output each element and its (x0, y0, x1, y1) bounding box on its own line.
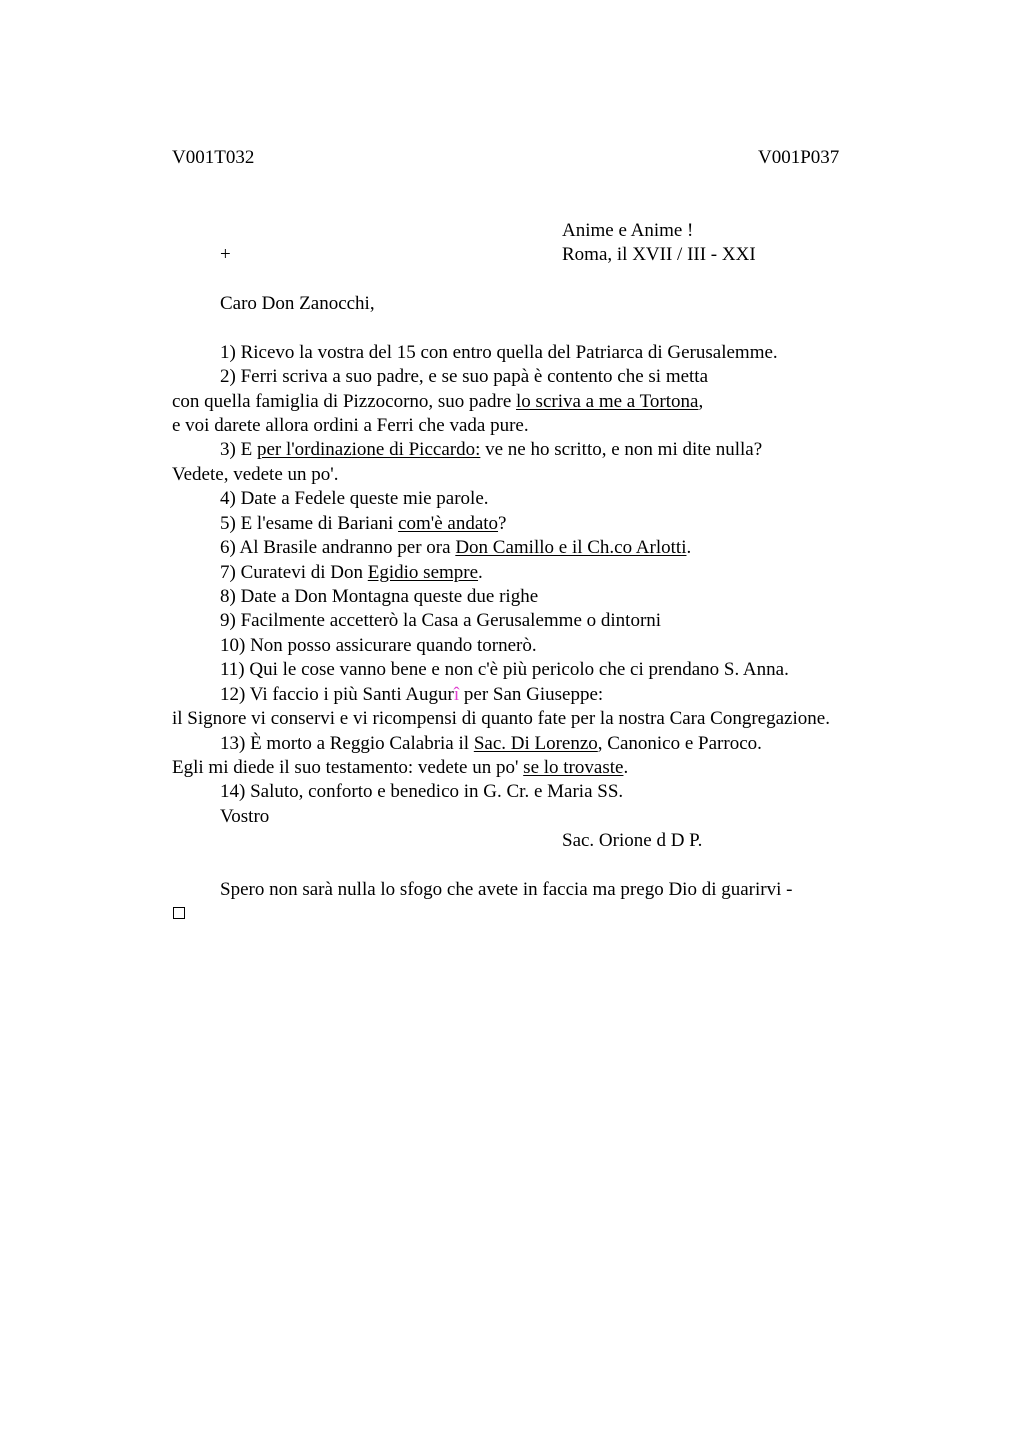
letter-item-2: 2) Ferri scriva a suo padre, e se suo papà è contento che si metta (220, 366, 709, 387)
motto: Anime e Anime ! (562, 220, 694, 241)
letter-item-11: 11) Qui le cose vanno bene e non c'è più pericolo che ci prendano S. Anna. (220, 659, 789, 680)
letter-item-9: 9) Facilmente accetterò la Casa a Gerusalemme o dintorni (220, 610, 662, 631)
letter-item-4: 4) Date a Fedele queste mie parole. (220, 488, 489, 509)
letter-item-7: 7) Curatevi di Don Egidio sempre. (220, 562, 483, 583)
letter-item-13: 13) È morto a Reggio Calabria il Sac. Di Lorenzo, Canonico e Parroco. (220, 733, 762, 754)
letter-item-8: 8) Date a Don Montagna queste due righe (220, 586, 539, 607)
underlined-text: Egidio sempre (367, 562, 479, 583)
letter-item-3: 3) E per l'ordinazione di Piccardo: ve ne ho scritto, e non mi dite nulla? (220, 439, 763, 460)
underlined-text: Don Camillo e il Ch.co Arlotti (455, 537, 687, 558)
letter-item-3-cont: Vedete, vedete un po'. (172, 464, 339, 485)
underlined-text: com'è andato (398, 513, 499, 534)
accented-letter: î (453, 684, 460, 705)
letter-item-12: 12) Vi faccio i più Santi Augurî per San Giuseppe: (220, 684, 604, 705)
letter-item-6: 6) Al Brasile andranno per ora Don Camillo e il Ch.co Arlotti. (220, 537, 692, 558)
place-date: Roma, il XVII / III - XXI (562, 244, 756, 265)
underlined-text: per l'ordinazione di Piccardo: (256, 439, 481, 460)
letter-item-1: 1) Ricevo la vostra del 15 con entro quella del Patriarca di Gerusalemme. (220, 342, 778, 363)
letter-item-5: 5) E l'esame di Bariani com'è andato? (220, 513, 507, 534)
underlined-text: se lo trovaste (523, 757, 624, 778)
header-left-code: V001T032 (172, 147, 255, 168)
underlined-text: Sac. Di Lorenzo (473, 733, 598, 754)
letter-item-2-cont: con quella famiglia di Pizzocorno, suo padre lo scriva a me a Tortona, (172, 391, 704, 412)
salutation: Caro Don Zanocchi, (220, 293, 375, 314)
postscript: Spero non sarà nulla lo sfogo che avete in faccia ma prego Dio di guarirvi - (220, 879, 793, 900)
letter-item-10: 10) Non posso assicurare quando tornerò. (220, 635, 537, 656)
underlined-text: lo scriva a me a Tortona (516, 391, 699, 412)
letter-item-12-cont: il Signore vi conservi e vi ricompensi di quanto fate per la nostra Cara Congregazione. (172, 708, 830, 729)
cross: + (220, 244, 231, 265)
closing: Vostro (220, 806, 270, 827)
checkbox-glyph-icon (173, 907, 185, 919)
letter-item-13-cont: Egli mi diede il suo testamento: vedete un po' se lo trovaste. (172, 757, 629, 778)
header-right-code: V001P037 (758, 147, 840, 168)
letter-item-14: 14) Saluto, conforto e benedico in G. Cr. e Maria SS. (220, 781, 624, 802)
letter-item-2-cont2: e voi darete allora ordini a Ferri che vada pure. (172, 415, 529, 436)
signature: Sac. Orione d D P. (562, 830, 703, 851)
